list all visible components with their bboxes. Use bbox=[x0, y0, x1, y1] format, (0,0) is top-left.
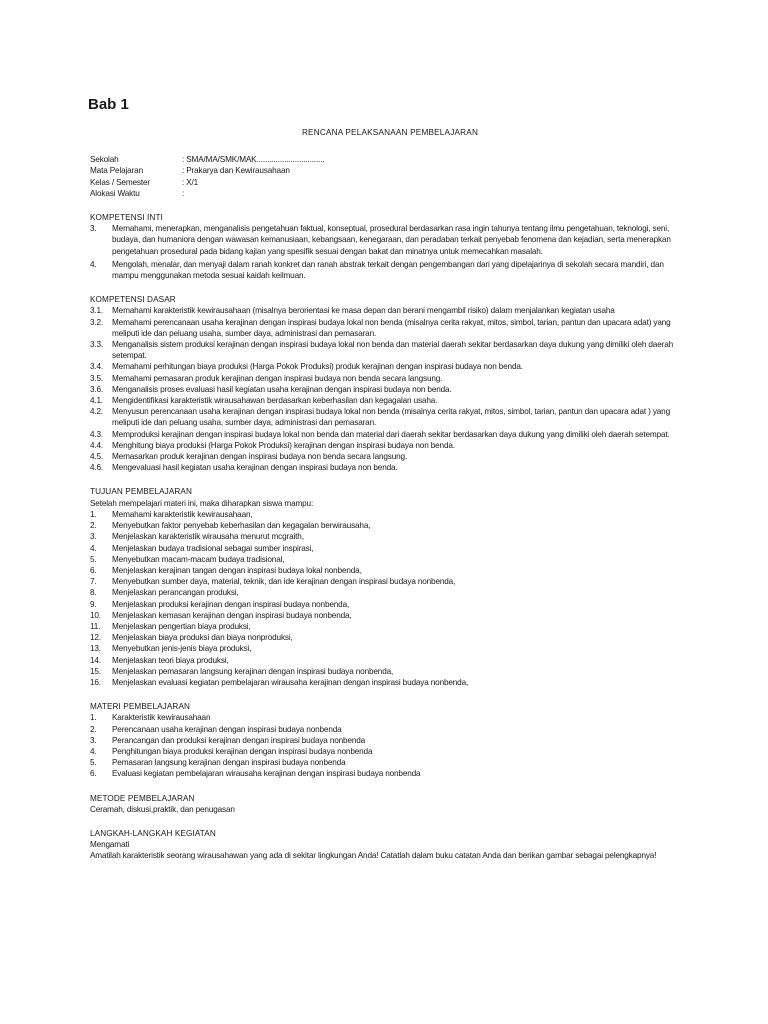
item-text: Menganalisis sistem produksi kerajinan dengan inspirasi budaya lokal non benda dan material daerah sekitar berdasarkan daya dukung yang dimiliki oleh daerah setempat. bbox=[112, 340, 673, 361]
item-text: Karakteristik kewirausahaan bbox=[112, 713, 211, 723]
item-number: 13. bbox=[90, 644, 101, 654]
item-text: Memahami karakteristik kewirausahaan, bbox=[112, 509, 253, 519]
meta-label: Alokasi Waktu bbox=[90, 188, 140, 198]
meta-value: : X/1 bbox=[182, 177, 199, 187]
list-item bbox=[90, 509, 690, 520]
list-item bbox=[90, 746, 690, 757]
item-number: 4.5. bbox=[90, 452, 104, 462]
kompetensi-inti-list bbox=[90, 223, 690, 281]
section-heading-kompetensi-inti: KOMPETENSI INTI bbox=[90, 213, 163, 223]
item-text: Memahami perencanaan usaha kerajinan dengan inspirasi budaya lokal non benda (misalnya cerita rakyat, mitos, simbol, tarian, pantun dan upacara adat) yang meliputi ide dan peluang usaha, sumber daya, administrasi dan pemasaran. bbox=[112, 317, 671, 338]
section-heading-metode: METODE PEMBELAJARAN bbox=[90, 793, 195, 803]
meta-label: Mata Pelajaran bbox=[90, 166, 143, 176]
meta-row-alokasi-waktu bbox=[90, 188, 690, 199]
item-number: 4. bbox=[90, 746, 97, 756]
item-text: Penghitungan biaya produksi kerajinan dengan inspirasi budaya nonbenda bbox=[112, 746, 373, 756]
meta-label: Kelas / Semester bbox=[90, 177, 150, 187]
item-number: 2. bbox=[90, 724, 97, 734]
item-number: 14. bbox=[90, 655, 101, 665]
list-item bbox=[90, 531, 690, 542]
item-text: Pemasaran langsung kerajinan dengan inspirasi budaya nonbenda bbox=[112, 758, 346, 768]
list-item bbox=[90, 768, 690, 779]
item-text: Memahami, menerapkan, menganalisis pengetahuan faktual, konseptual, prosedural berdasarkan rasa ingin tahunya tentang ilmu pengetahuan, teknologi, seni, budaya, dan humaniora dengan wawasan kemanusiaan, kebangsaan, kenegaraan, dan peradaban terkait penyebab fenomena dan kejadian, serta menerapkan pengetahuan prosedural pada bidang kajian yang spesifik sesuai dengan bakat dan minatnya untuk memecahkan masalah. bbox=[112, 224, 671, 256]
list-item bbox=[90, 339, 690, 361]
meta-row-kelas-semester bbox=[90, 177, 690, 188]
list-item bbox=[90, 373, 690, 384]
item-number: 3. bbox=[90, 224, 97, 234]
section-heading-langkah: LANGKAH-LANGKAH KEGIATAN bbox=[90, 828, 216, 838]
list-item bbox=[90, 451, 690, 462]
meta-row-mata-pelajaran bbox=[90, 165, 690, 176]
list-item bbox=[90, 361, 690, 372]
kompetensi-dasar-list bbox=[90, 305, 690, 473]
meta-value: : bbox=[182, 188, 185, 198]
item-number: 15. bbox=[90, 666, 101, 676]
list-item bbox=[90, 259, 690, 281]
list-item bbox=[90, 757, 690, 768]
item-text: Perencanaan usaha kerajinan dengan inspirasi budaya nonbenda bbox=[112, 724, 342, 734]
list-item bbox=[90, 677, 690, 688]
item-number: 4.3. bbox=[90, 429, 104, 439]
item-number: 4. bbox=[90, 543, 97, 553]
item-text: Mengevaluasi hasil kegiatan usaha kerajinan dengan inspirasi budaya non benda. bbox=[112, 463, 398, 473]
list-item bbox=[90, 462, 690, 473]
item-text: Memasarkan produk kerajinan dengan inspirasi budaya non benda secara langsung. bbox=[112, 452, 408, 462]
item-text: Menjelaskan budaya tradisional sebagai sumber inspirasi, bbox=[112, 543, 314, 553]
meta-value: : Prakarya dan Kewirausahaan bbox=[182, 166, 290, 176]
list-item bbox=[90, 621, 690, 632]
meta-label: Sekolah bbox=[90, 155, 119, 165]
item-text: Menjelaskan perancangan produksi, bbox=[112, 588, 239, 598]
item-number: 5. bbox=[90, 554, 97, 564]
item-number: 3.1. bbox=[90, 306, 104, 316]
item-text: Menyebutkan jenis-jenis biaya produksi, bbox=[112, 644, 252, 654]
section-heading-tujuan: TUJUAN PEMBELAJARAN bbox=[90, 487, 192, 497]
list-item bbox=[90, 395, 690, 406]
item-text: Menjelaskan pengertian biaya produksi, bbox=[112, 621, 251, 631]
item-number: 1. bbox=[90, 509, 97, 519]
document-title: RENCANA PELAKSANAAN PEMBELAJARAN bbox=[301, 128, 479, 137]
metode-text: Ceramah, diskusi,praktik, dan penugasan bbox=[90, 804, 235, 814]
item-text: Menjelaskan pemasaran langsung kerajinan dengan inspirasi budaya nonbenda, bbox=[112, 666, 394, 676]
item-text: Menjelaskan kemasan kerajinan dengan inspirasi budaya nonbenda, bbox=[112, 610, 352, 620]
langkah-subheading: Mengamati bbox=[90, 840, 130, 850]
item-number: 3.5. bbox=[90, 373, 104, 383]
item-text: Mengidentifikasi karakteristik wirausahawan berdasarkan keberhasilan dan kegagalan usaha. bbox=[112, 396, 438, 406]
list-item bbox=[90, 655, 690, 666]
list-item bbox=[90, 384, 690, 395]
list-item bbox=[90, 223, 690, 257]
list-item bbox=[90, 565, 690, 576]
item-number: 4.1. bbox=[90, 396, 104, 406]
meta-row-sekolah bbox=[90, 154, 690, 165]
list-item bbox=[90, 632, 690, 643]
item-number: 3.6. bbox=[90, 384, 104, 394]
item-text: Mengolah, menalar, dan menyaji dalam ranah konkret dan ranah abstrak terkait dengan pengembangan dari yang dipelajarinya di sekolah secara mandiri, dan mampu menggunakan metoda sesuai kaidah keilmuan. bbox=[112, 259, 664, 281]
list-item bbox=[90, 587, 690, 598]
item-number: 4.4. bbox=[90, 440, 104, 450]
item-number: 4.2. bbox=[90, 407, 104, 417]
tujuan-intro: Setelah mempelajari materi ini, maka diharapkan siswa mampu: bbox=[90, 498, 314, 508]
list-item bbox=[90, 599, 690, 610]
item-number: 16. bbox=[90, 677, 101, 687]
list-item bbox=[90, 429, 690, 440]
item-text: Menyebutkan sumber daya, material, teknik, dan ide kerajinan dengan inspirasi budaya nonbenda, bbox=[112, 577, 456, 587]
item-number: 4. bbox=[90, 259, 97, 269]
item-text: Menjelaskan biaya produksi dan biaya nonproduksi, bbox=[112, 633, 293, 643]
item-text: Menyebutkan macam-macam budaya tradisional, bbox=[112, 554, 285, 564]
item-number: 2. bbox=[90, 521, 97, 531]
item-text: Menjelaskan evaluasi kegiatan pembelajaran wirausaha kerajinan dengan inspirasi budaya nonbenda, bbox=[112, 677, 469, 687]
item-text: Memahami karakteristik kewirausahaan (misalnya berorientasi ke masa depan dan berani mengambil risiko) dalam menjalankan kegiatan usaha bbox=[112, 306, 615, 316]
item-text: Menganalisis proses evaluasi hasil kegiatan usaha kerajinan dengan inspirasi budaya non benda. bbox=[112, 384, 452, 394]
item-text: Menjelaskan karakteristik wirausaha menurut mcgraith, bbox=[112, 532, 304, 542]
item-number: 3.4. bbox=[90, 362, 104, 372]
list-item bbox=[90, 576, 690, 587]
item-number: 6. bbox=[90, 565, 97, 575]
item-number: 7. bbox=[90, 577, 97, 587]
item-number: 8. bbox=[90, 588, 97, 598]
item-text: Menjelaskan kerajinan tangan dengan inspirasi budaya lokal nonbenda, bbox=[112, 565, 362, 575]
item-number: 4.6. bbox=[90, 463, 104, 473]
meta-block bbox=[90, 154, 690, 199]
item-text: Memahami perhitungan biaya produksi (Harga Pokok Produksi) produk kerajinan dengan inspirasi budaya non benda. bbox=[112, 362, 523, 372]
item-number: 3.3. bbox=[90, 340, 104, 350]
list-item bbox=[90, 712, 690, 723]
list-item bbox=[90, 666, 690, 677]
item-text: Menyebutkan faktor penyebab keberhasilan dan kegagalan berwirausaha, bbox=[112, 521, 371, 531]
item-number: 5. bbox=[90, 758, 97, 768]
list-item bbox=[90, 724, 690, 735]
chapter-heading: Bab 1 bbox=[88, 96, 129, 113]
item-text: Menyusun perencanaan usaha kerajinan dengan inspirasi budaya lokal non benda (misalnya cerita rakyat, mitos, simbol, tarian, pantun dan upacara adat ) yang meliputi ide dan peluang usaha, sumber daya, administrasi dan pemasaran. bbox=[112, 407, 670, 428]
item-text: Menghitung biaya produksi (Harga Pokok Produksi) kerajinan dengan inspirasi budaya non benda. bbox=[112, 440, 455, 450]
list-item bbox=[90, 543, 690, 554]
list-item bbox=[90, 520, 690, 531]
item-number: 3. bbox=[90, 532, 97, 542]
item-text: Menjelaskan produksi kerajinan dengan inspirasi budaya nonbenda, bbox=[112, 599, 350, 609]
list-item bbox=[90, 735, 690, 746]
item-number: 11. bbox=[90, 621, 101, 631]
item-number: 6. bbox=[90, 769, 97, 779]
item-text: Perancangan dan produksi kerajinan dengan inspirasi budaya nonbenda bbox=[112, 735, 366, 745]
item-number: 10. bbox=[90, 610, 101, 620]
section-heading-kompetensi-dasar: KOMPETENSI DASAR bbox=[90, 295, 176, 305]
list-item bbox=[90, 317, 690, 339]
item-number: 1. bbox=[90, 713, 97, 723]
list-item bbox=[90, 643, 690, 654]
item-text: Evaluasi kegiatan pembelajaran wirausaha kerajinan dengan inspirasi budaya nonbenda bbox=[112, 769, 421, 779]
document-content bbox=[90, 96, 690, 862]
list-item bbox=[90, 305, 690, 316]
item-number: 9. bbox=[90, 599, 97, 609]
tujuan-list bbox=[90, 509, 690, 688]
item-text: Memproduksi kerajinan dengan inspirasi budaya lokal non benda dan material dari daerah sekitar berdasarkan daya dukung yang dimiliki oleh daerah setempat. bbox=[112, 429, 670, 439]
list-item bbox=[90, 440, 690, 451]
item-number: 3.2. bbox=[90, 317, 104, 327]
list-item bbox=[90, 554, 690, 565]
list-item bbox=[90, 610, 690, 621]
item-text: Menjelaskan teori biaya produksi, bbox=[112, 655, 229, 665]
item-number: 12. bbox=[90, 633, 101, 643]
meta-value: : SMA/MA/SMK/MAK................................ bbox=[182, 155, 325, 165]
langkah-text: Amatilah karakteristik seorang wirausahawan yang ada di sekitar lingkungan Anda! Catatlah dalam buku catatan Anda dan berikan gambar sebagai pelengkapnya! bbox=[90, 851, 657, 861]
list-item bbox=[90, 406, 690, 428]
item-number: 3. bbox=[90, 735, 97, 745]
section-heading-materi: MATERI PEMBELAJARAN bbox=[90, 702, 191, 712]
item-text: Memahami pemasaran produk kerajinan dengan inspirasi budaya non benda secara langsung. bbox=[112, 373, 443, 383]
materi-list bbox=[90, 712, 690, 779]
